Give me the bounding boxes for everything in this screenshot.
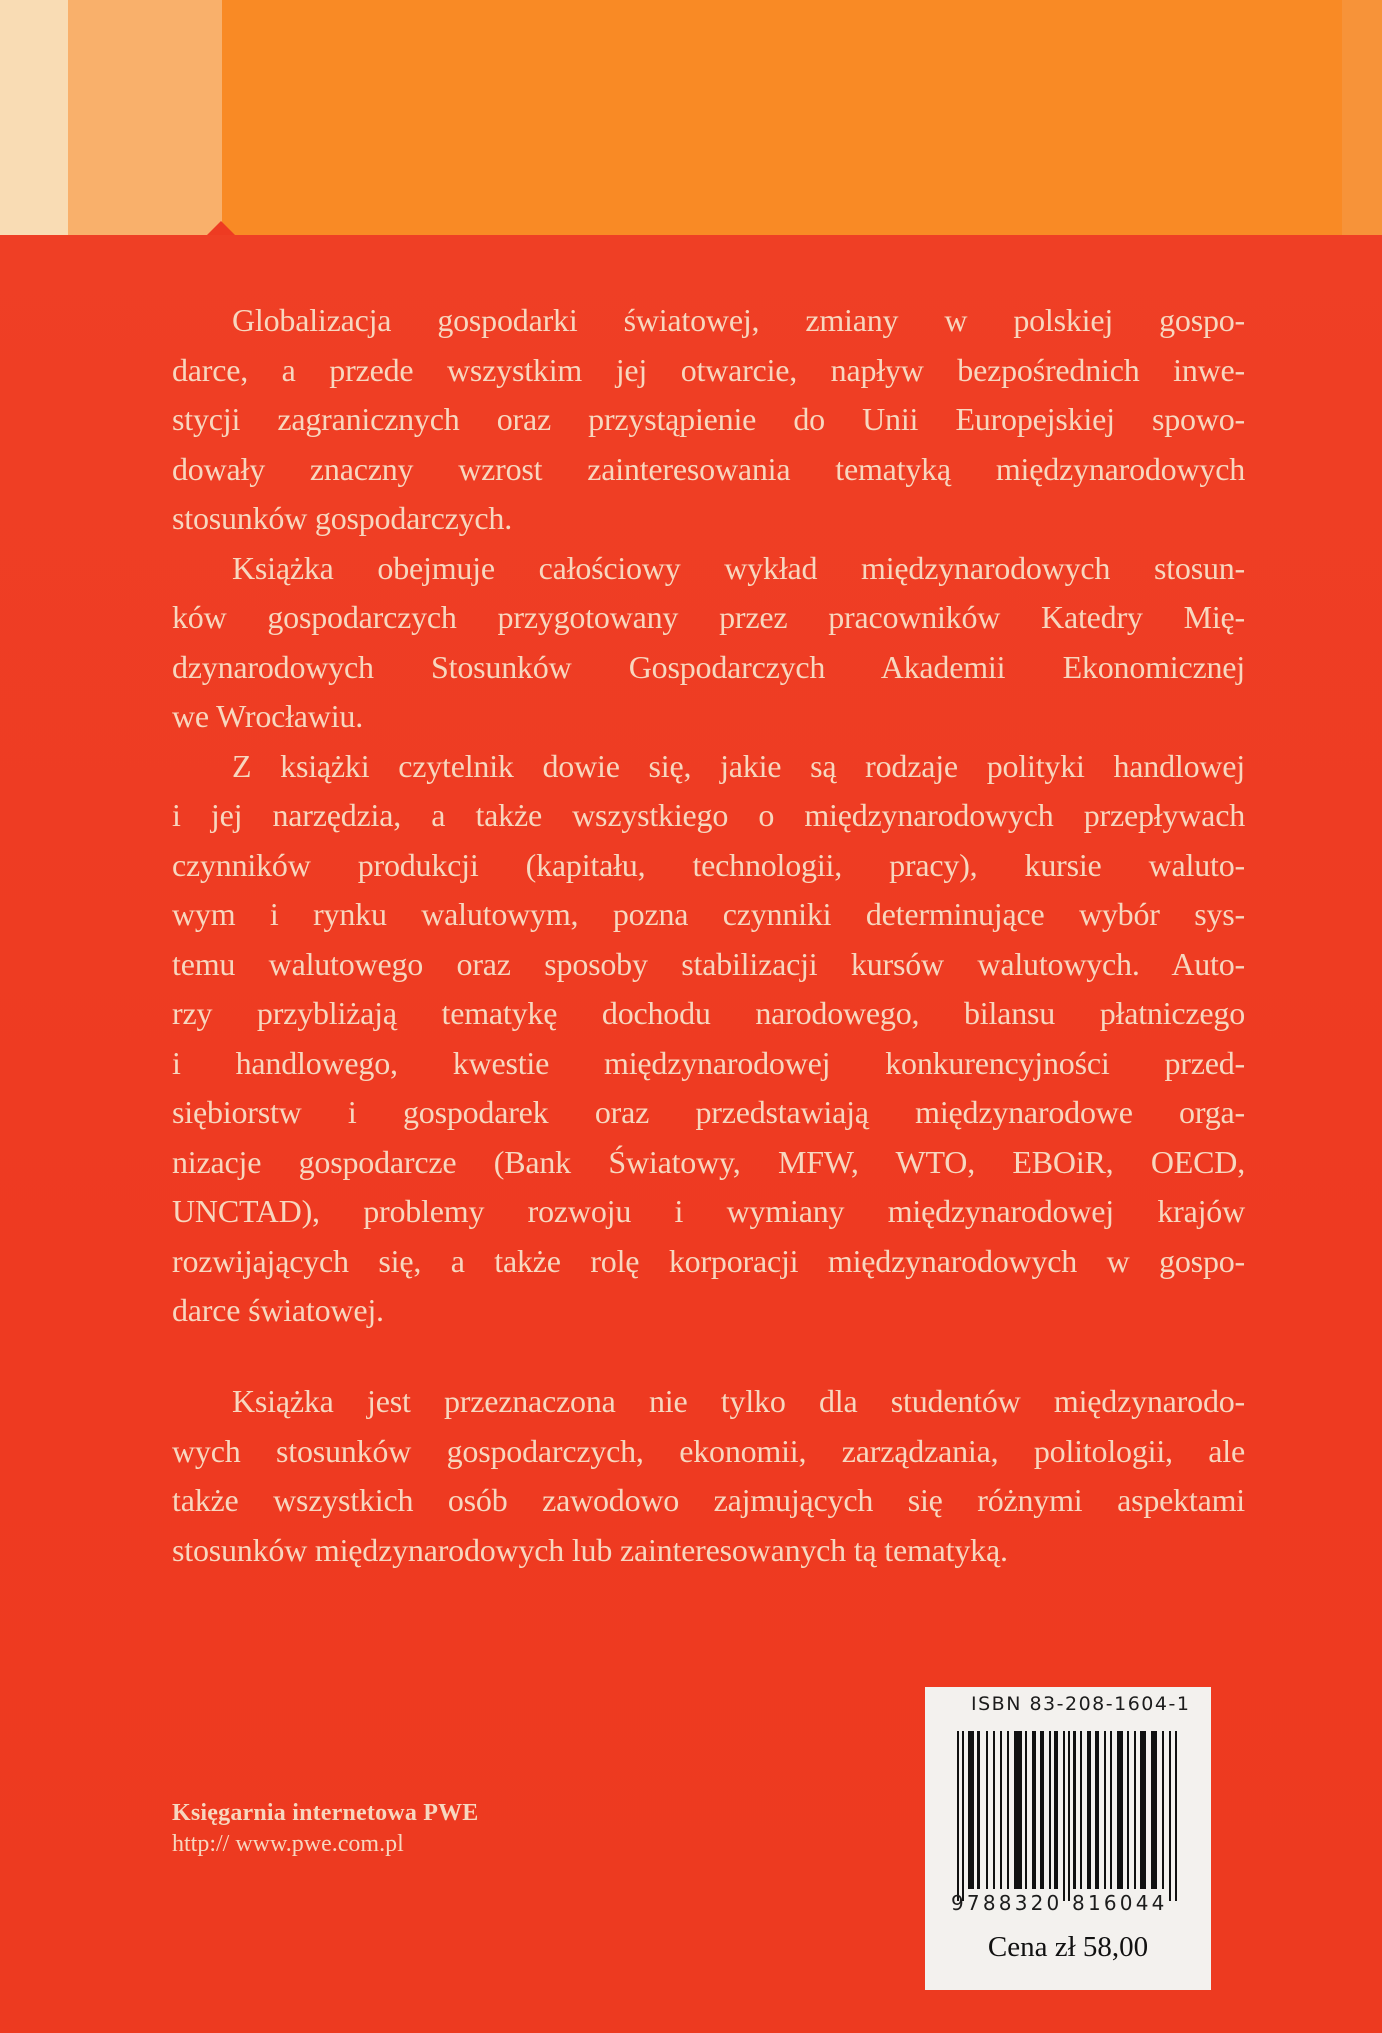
- isbn-label: ISBN 83-208-1604-1: [971, 1693, 1191, 1715]
- band-cream: [0, 0, 68, 235]
- cover-top-band: [0, 0, 1382, 235]
- triangle-notch-icon: [207, 221, 235, 235]
- blurb-line: darce, a przede wszystkim jej otwarcie, napływ bezpośrednich inwe-: [172, 351, 1245, 388]
- blurb-line: ków gospodarczych przygotowany przez pracowników Katedry Mię-: [172, 599, 1245, 635]
- price-label: Cena zł 58,00: [987, 1931, 1149, 1963]
- barcode-icon: [957, 1731, 1183, 1901]
- blurb-line: temu walutowego oraz sposoby stabilizacji kursów walutowych. Auto-: [172, 945, 1245, 982]
- blurb-line: darce światowej.: [172, 1292, 384, 1328]
- blurb-line: we Wrocławiu.: [172, 698, 364, 734]
- blurb-line: stosunków międzynarodowych lub zainteresowanych tą tematyką.: [172, 1531, 1008, 1568]
- blurb-line: rozwijających się, a także rolę korporacji międzynarodowych w gospo-: [172, 1242, 1245, 1279]
- blurb-line: wych stosunków gospodarczych, ekonomii, zarządzania, politologii, ale: [172, 1432, 1245, 1469]
- blurb-paragraph-3: [172, 742, 1245, 1336]
- blurb-line: siębiorstw i gospodarek oraz przedstawiają międzynarodowe orga-: [172, 1094, 1245, 1130]
- isbn-price-box: [925, 1687, 1211, 1990]
- blurb-line: dzynarodowych Stosunków Gospodarczych Akademii Ekonomicznej: [172, 648, 1245, 685]
- blurb-line: także wszystkich osób zawodowo zajmujących się różnymi aspektami: [172, 1482, 1245, 1518]
- blurb-paragraph-2: [172, 544, 1245, 742]
- blurb-line: Globalizacja gospodarki światowej, zmiany w polskiej gospo-: [232, 302, 1245, 338]
- band-light-orange: [68, 0, 222, 235]
- blurb-paragraph-1: [172, 296, 1245, 544]
- blurb-line: Książka obejmuje całościowy wykład międzynarodowych stosun-: [232, 549, 1245, 586]
- blurb-line: nizacje gospodarcze (Bank Światowy, MFW, WTO, EBOiR, OECD,: [172, 1143, 1245, 1180]
- publisher-name: Księgarnia internetowa PWE: [172, 1800, 479, 1826]
- blurb-line: Książka jest przeznaczona nie tylko dla studentów międzynarodo-: [232, 1383, 1245, 1419]
- blurb-line: czynników produkcji (kapitału, technologii, pracy), kursie waluto-: [172, 846, 1245, 883]
- blurb-line: wym i rynku walutowym, pozna czynniki determinujące wybór sys-: [172, 896, 1245, 932]
- blurb-line: UNCTAD), problemy rozwoju i wymiany międzynarodowej krajów: [172, 1193, 1245, 1229]
- blurb-text: [172, 296, 1245, 1568]
- blurb-line: dowały znaczny wzrost zainteresowania tematyką międzynarodowych: [172, 450, 1245, 487]
- blurb-line: i jej narzędzia, a także wszystkiego o międzynarodowych przepływach: [172, 797, 1245, 833]
- band-orange: [222, 0, 1382, 235]
- blurb-line: Z książki czytelnik dowie się, jakie są rodzaje polityki handlowej: [232, 747, 1245, 784]
- publisher-info: [172, 1797, 479, 1859]
- blurb-line: i handlowego, kwestie międzynarodowej konkurencyjności przed-: [172, 1044, 1245, 1081]
- band-edge-fade: [1342, 0, 1382, 235]
- blurb-paragraph-4: [172, 1377, 1245, 1575]
- blurb-line: rzy przybliżają tematykę dochodu narodowego, bilansu płatniczego: [172, 995, 1245, 1031]
- blurb-line: stycji zagranicznych oraz przystąpienie do Unii Europejskiej spowo-: [172, 401, 1245, 437]
- publisher-url[interactable]: http:// www.pwe.com.pl: [172, 1831, 404, 1857]
- blurb-line: stosunków gospodarczych.: [172, 500, 513, 536]
- barcode-digits: 9788320 816044: [951, 1891, 1168, 1915]
